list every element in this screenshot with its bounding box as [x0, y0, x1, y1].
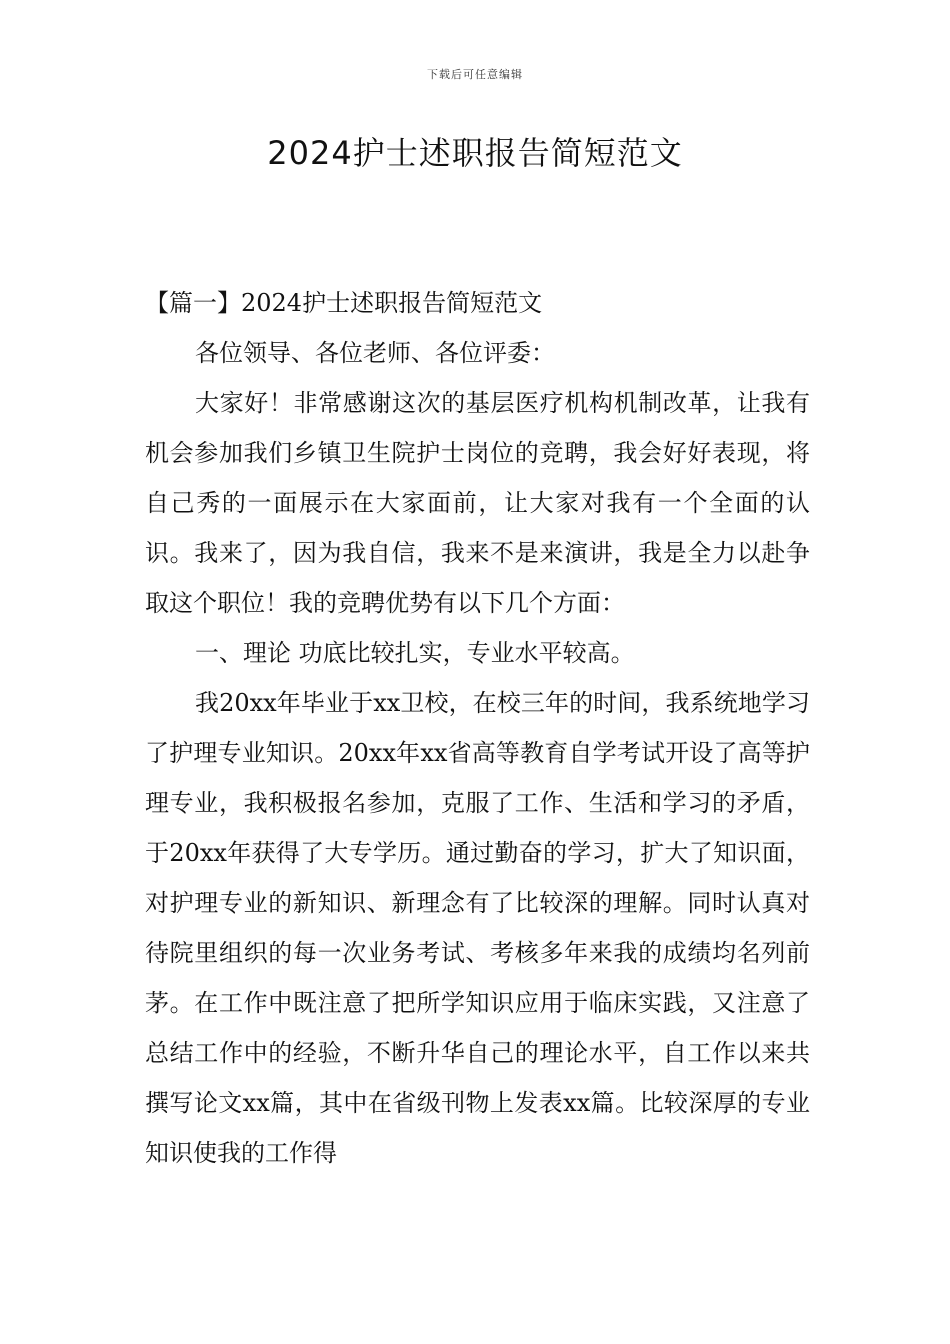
header-note: 下载后可任意编辑: [427, 68, 523, 81]
document-body: [145, 278, 810, 1178]
point-heading: 一、理论 功底比较扎实，专业水平较高。: [195, 639, 635, 667]
section-heading: 【篇一】2024护士述职报告简短范文: [145, 289, 543, 317]
document-title: 2024护士述职报告简短范文: [267, 134, 683, 172]
body-paragraph: 我20xx年毕业于xx卫校，在校三年的时间，我系统地学习了护理专业知识。20xx年xx省高等教育自学考试开设了高等护理专业，我积极报名参加，克服了工作、生活和学习的矛盾，于20xx年获得了大专学历。通过勤奋的学习，扩大了知识面，对护理专业的新知识、新理念有了比较深的理解。同时认真对待院里组织的每一次业务考试、考核多年来我的成绩均名列前茅。在工作中既注意了把所学知识应用于临床实践，又注意了总结工作中的经验，不断升华自己的理论水平，自工作以来共撰写论文xx篇，其中在省级刊物上发表xx篇。比较深厚的专业知识使我的工作得: [145, 689, 810, 1167]
salutation-paragraph: 各位领导、各位老师、各位评委：: [195, 339, 555, 367]
intro-paragraph: 大家好！非常感谢这次的基层医疗机构机制改革，让我有机会参加我们乡镇卫生院护士岗位的竞聘，我会好好表现，将自己秀的一面展示在大家面前，让大家对我有一个全面的认识。我来了，因为我自信，我来不是来演讲，我是全力以赴争取这个职位！我的竞聘优势有以下几个方面：: [145, 389, 810, 617]
